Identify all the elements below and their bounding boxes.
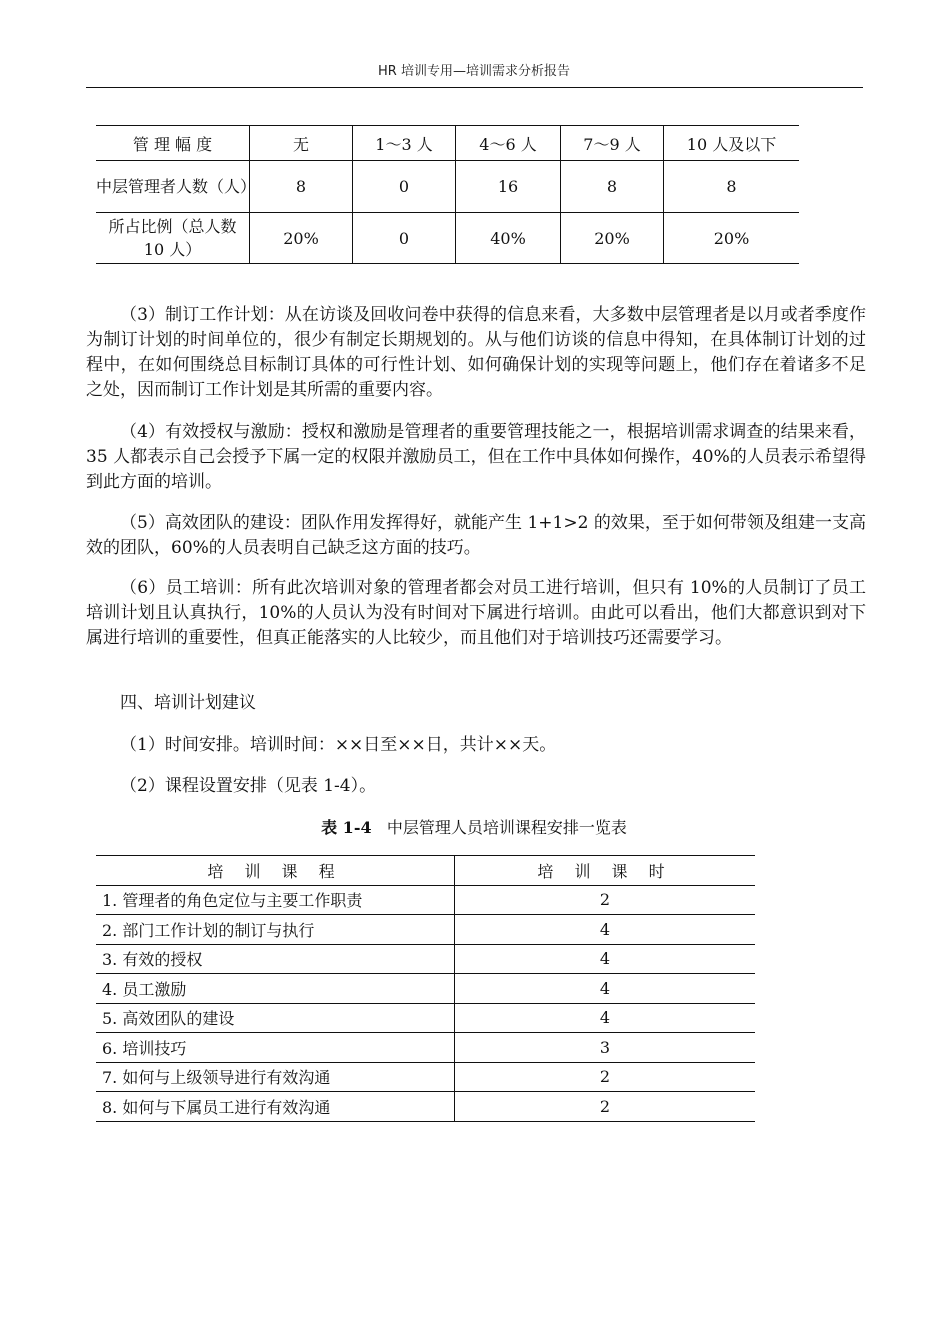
course-hours: 4 — [455, 915, 756, 945]
caption-label: 表 1-4 — [321, 818, 372, 837]
table-caption — [86, 815, 862, 838]
table-row — [96, 1003, 755, 1033]
course-name: 6. 培训技巧 — [96, 1033, 455, 1063]
row-label: 所占比例（总人数 10 人） — [96, 213, 250, 264]
course-name: 3. 有效的授权 — [96, 944, 455, 974]
table-cell: 8 — [664, 161, 800, 213]
paragraph-courses: （2）课程设置安排（见表 1-4）。 — [120, 776, 377, 796]
table-cell: 0 — [353, 213, 456, 264]
paragraph-team-building: （5）高效团队的建设：团队作用发挥得好，就能产生 1+1>2 的效果，至于如何带领及组建一支高效的团队，60%的人员表明自己缺乏这方面的技巧。 — [86, 513, 866, 558]
table-row — [96, 161, 799, 213]
table-cell: 16 — [456, 161, 561, 213]
table-header: 无 — [250, 126, 353, 161]
table-header: 7～9 人 — [561, 126, 664, 161]
table-cell: 20% — [561, 213, 664, 264]
management-span-table — [96, 125, 799, 264]
course-name: 4. 员工激励 — [96, 974, 455, 1004]
course-hours: 4 — [455, 1003, 756, 1033]
course-name: 5. 高效团队的建设 — [96, 1003, 455, 1033]
table-cell: 20% — [664, 213, 800, 264]
table-row — [96, 885, 755, 915]
table-cell: 0 — [353, 161, 456, 213]
paragraph-schedule: （1）时间安排。培训时间：××日至××日，共计××天。 — [120, 735, 557, 755]
table-header: 10 人及以下 — [664, 126, 800, 161]
table-cell: 20% — [250, 213, 353, 264]
table-header-row — [96, 856, 755, 886]
table-row — [96, 944, 755, 974]
table-row — [96, 915, 755, 945]
table-row — [96, 974, 755, 1004]
table-header-row — [96, 126, 799, 161]
course-name: 2. 部门工作计划的制订与执行 — [96, 915, 455, 945]
section-heading: 四、培训计划建议 — [120, 693, 256, 713]
paragraph-delegation: （4）有效授权与激励：授权和激励是管理者的重要管理技能之一，根据培训需求调查的结果来看，35 人都表示自己会授予下属一定的权限并激励员工，但在工作中具体如何操作，40%的人员表示希望得到此方面的培训。 — [86, 422, 866, 492]
table-header: 管 理 幅 度 — [96, 126, 250, 161]
course-hours: 3 — [455, 1033, 756, 1063]
row-label: 中层管理者人数（人） — [96, 161, 250, 213]
table-header: 1～3 人 — [353, 126, 456, 161]
paragraph-employee-training: （6）员工培训：所有此次培训对象的管理者都会对员工进行培训，但只有 10%的人员制订了员工培训计划且认真执行，10%的人员认为没有时间对下属进行培训。由此可以看出，他们大都意识到对下属进行培训的重要性，但真正能落实的人比较少，而且他们对于培训技巧还需要学习。 — [86, 578, 866, 648]
table-row — [96, 1062, 755, 1092]
paragraph-work-plan: （3）制订工作计划：从在访谈及回收问卷中获得的信息来看，大多数中层管理者是以月或者季度作为制订计划的时间单位的，很少有制定长期规划的。从与他们访谈的信息中得知，在具体制订计划的过程中，在如何围绕总目标制订具体的可行性计划、如何确保计划的实现等问题上，他们存在着诸多不足之处，因而制订工作计划是其所需的重要内容。 — [86, 305, 866, 400]
course-hours: 4 — [455, 944, 756, 974]
course-name: 1. 管理者的角色定位与主要工作职责 — [96, 885, 455, 915]
table-header: 培 训 课 时 — [455, 856, 756, 886]
table-row — [96, 213, 799, 264]
course-name: 7. 如何与上级领导进行有效沟通 — [96, 1062, 455, 1092]
course-name: 8. 如何与下属员工进行有效沟通 — [96, 1092, 455, 1122]
course-schedule-table — [96, 855, 755, 1122]
course-hours: 2 — [455, 885, 756, 915]
header-rule — [86, 87, 863, 88]
table-cell: 8 — [250, 161, 353, 213]
table-cell: 40% — [456, 213, 561, 264]
table-header: 培 训 课 程 — [96, 856, 455, 886]
course-hours: 2 — [599, 1096, 611, 1116]
caption-text: 中层管理人员培训课程安排一览表 — [386, 818, 627, 837]
course-hours: 4 — [455, 974, 756, 1004]
table-row — [96, 1092, 755, 1122]
table-row — [96, 1033, 755, 1063]
course-hours: 2 — [455, 1062, 756, 1092]
table-header: 4～6 人 — [456, 126, 561, 161]
page-header: HR 培训专用—培训需求分析报告 — [378, 64, 570, 79]
table-cell: 8 — [561, 161, 664, 213]
